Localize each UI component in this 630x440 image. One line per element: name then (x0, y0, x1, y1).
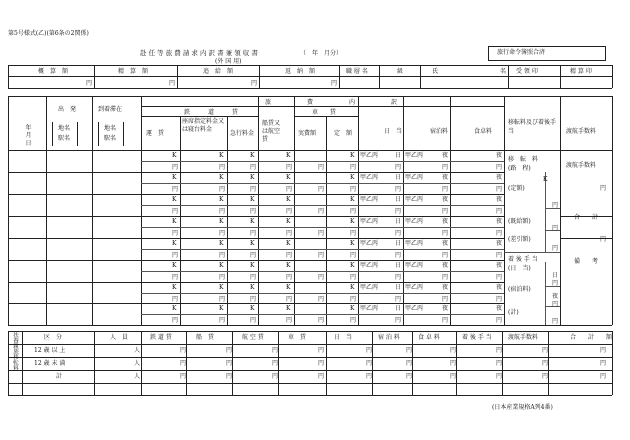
yen-mark: 円 (172, 164, 179, 171)
h-shi: 氏 (432, 68, 439, 75)
family-row-unit: 人 (134, 347, 141, 354)
footer-note: (日本産業規格A列4番) (492, 404, 553, 411)
yen-mark: 円 (172, 317, 179, 324)
yen-mark: 円 (442, 317, 449, 324)
family-yen: 円 (272, 347, 279, 354)
yen-mark: 円 (250, 317, 257, 324)
k-mark: K (250, 196, 255, 203)
k-mark: K (286, 218, 291, 225)
yen-mark: 円 (286, 208, 293, 215)
family-col-4: 航 空 賃 (242, 334, 264, 341)
night-mark: 夜 (442, 284, 449, 291)
h-gaisan: 概 算 額 (38, 68, 69, 75)
yen-mark: 円 (350, 208, 357, 215)
yen-mark: 円 (219, 164, 226, 171)
family-col-9: 着 後 手 当 (462, 334, 492, 341)
family-col-6: 日 当 (334, 334, 353, 341)
r-fixed: (定額) (508, 185, 525, 192)
family-yen: 円 (406, 347, 413, 354)
k-mark: K (250, 262, 255, 269)
k-mark: K (350, 305, 355, 312)
yen-mark: 円 (286, 252, 293, 259)
yen-mark: 円 (395, 317, 402, 324)
family-col-10: 渡航手数料 (508, 334, 539, 341)
r-ido: 移 転 料 (508, 156, 539, 163)
day-mark: 日 (395, 174, 402, 181)
r-yen-2: 円 (552, 225, 559, 232)
form-id: 第5号様式(乙)(第6条の2関係) (8, 30, 89, 37)
yen-mark: 円 (219, 296, 226, 303)
yen-mark: 円 (250, 296, 257, 303)
yen-mark: 円 (318, 186, 325, 193)
night-mark: 夜 (442, 305, 449, 312)
k-mark: K (350, 174, 355, 181)
h-fixed: 定 額 (334, 130, 353, 137)
yen-mark: 円 (219, 186, 226, 193)
family-yen: 円 (272, 360, 279, 367)
family-yen: 円 (450, 360, 457, 367)
family-col-7: 宿 泊 料 (378, 334, 400, 341)
h-car: 車 賃 (312, 109, 337, 116)
r-yen-1: 円 (552, 202, 559, 209)
family-col-0: 区 分 (44, 334, 63, 341)
yen-mark: 円 (496, 164, 503, 171)
h-tsuikyu: 追 給 額 (203, 68, 234, 75)
k-mark: K (350, 262, 355, 269)
yen-mark: 円 (442, 164, 449, 171)
yen-mark: 円 (318, 296, 325, 303)
r-yen-total: 円 (600, 236, 607, 243)
yen-mark: 円 (250, 274, 257, 281)
family-yen: 円 (600, 360, 607, 367)
night-mark: 夜 (496, 218, 503, 225)
yen-mark: 円 (350, 252, 357, 259)
k-mark: K (219, 196, 224, 203)
yen-mark: 円 (172, 208, 179, 215)
family-yen: 円 (496, 373, 503, 380)
k-mark: K (350, 284, 355, 291)
yen-mark: 円 (442, 296, 449, 303)
r-travel: 渡航手数料 (566, 162, 597, 169)
family-yen: 円 (180, 373, 187, 380)
yen-mark: 円 (172, 230, 179, 237)
yen-mark: 円 (442, 230, 449, 237)
yen-mark: 円 (350, 164, 357, 171)
h-fare: 運 賃 (146, 130, 165, 137)
k-mark: K (350, 240, 355, 247)
k-mark: K (286, 240, 291, 247)
night-mark: 夜 (496, 196, 503, 203)
yen-mark: 円 (395, 274, 402, 281)
h-ship-air: 船賃又は航空賃 (262, 120, 281, 143)
h-lodging: 宿泊料 (430, 128, 449, 135)
koukou-mark: 甲乙丙 (405, 305, 424, 312)
night-mark: 夜 (496, 262, 503, 269)
k-mark: K (250, 152, 255, 159)
yen-mark: 円 (286, 317, 293, 324)
night-mark: 夜 (496, 240, 503, 247)
koukou-mark: 甲乙丙 (405, 284, 424, 291)
koukou-mark: 甲乙丙 (360, 196, 379, 203)
koukou-mark: 甲乙丙 (405, 174, 424, 181)
family-row-label: 12 歳 以 上 (34, 347, 66, 354)
k-mark: K (219, 262, 224, 269)
k-mark: K (172, 284, 177, 291)
k-mark: K (172, 262, 177, 269)
h-juryo: 受 領 印 (516, 68, 538, 75)
family-yen: 円 (450, 347, 457, 354)
h-food: 食卓料 (474, 128, 493, 135)
family-yen: 円 (450, 373, 457, 380)
h-ryohi: 旅 費 内 訳 (265, 99, 398, 106)
family-row-unit: 人 (134, 373, 141, 380)
family-yen: 円 (406, 360, 413, 367)
family-yen: 円 (600, 347, 607, 354)
k-mark: K (350, 152, 355, 159)
r-chaku-l: (宿泊料) (508, 286, 531, 293)
yen-mark: 円 (318, 274, 325, 281)
family-yen: 円 (180, 360, 187, 367)
night-mark: 夜 (442, 196, 449, 203)
k-mark: K (219, 152, 224, 159)
yen-mark: 円 (172, 252, 179, 259)
yen-mark: 円 (250, 208, 257, 215)
yen-mark: 円 (442, 274, 449, 281)
k-mark: K (350, 196, 355, 203)
k-mark: K (286, 174, 291, 181)
yen-mark: 円 (286, 274, 293, 281)
yen-mark: 円 (442, 252, 449, 259)
k-mark: K (172, 305, 177, 312)
yen-mark: 円 (250, 230, 257, 237)
r-yen-5: 円 (552, 301, 559, 308)
h-travel-fee: 渡航手数料 (566, 128, 597, 135)
family-col-2: 鉄 道 賃 (150, 334, 172, 341)
h-daily: 日 当 (384, 128, 403, 135)
yen-mark: 円 (395, 208, 402, 215)
approval-label: 旅行命令簿照合済 (497, 49, 546, 56)
h-henno: 返 納 額 (285, 68, 316, 75)
family-yen: 円 (366, 360, 373, 367)
yen-mark: 円 (219, 230, 226, 237)
yen-mark: 円 (219, 208, 226, 215)
k-mark: K (172, 196, 177, 203)
h-railway: 鉄 道 賃 (184, 109, 239, 116)
k-mark: K (250, 174, 255, 181)
r-yen-travel: 円 (600, 185, 607, 192)
yen-mark: 円 (286, 296, 293, 303)
yen-sum-1: 円 (86, 80, 93, 87)
yen-sum-4: 円 (331, 80, 338, 87)
koukou-mark: 甲乙丙 (360, 174, 379, 181)
r-yen-6: 円 (552, 318, 559, 325)
day-mark: 日 (395, 152, 402, 159)
h-express: 急行料金 (230, 130, 255, 137)
h-arrive-place: 地名 (104, 125, 117, 132)
r-chaku: 着 後 手 当 (508, 256, 538, 263)
yen-mark: 円 (286, 186, 293, 193)
h-arrive: 到着滞在 (98, 106, 123, 113)
yen-mark: 円 (496, 274, 503, 281)
koukou-mark: 甲乙丙 (405, 218, 424, 225)
yen-mark: 円 (442, 186, 449, 193)
h-arrive-station: 駅名 (104, 135, 117, 142)
koukou-mark: 甲乙丙 (360, 240, 379, 247)
r-biko: 備 考 (574, 258, 599, 265)
h-kyu: 級 (397, 68, 404, 75)
h-seisan-in: 精 算 印 (570, 68, 592, 75)
family-yen: 円 (600, 373, 607, 380)
k-mark: K (172, 240, 177, 247)
k-mark: K (219, 284, 224, 291)
k-mark: K (286, 152, 291, 159)
r-sa: (差引額) (508, 236, 531, 243)
yen-mark: 円 (395, 186, 402, 193)
family-yen: 円 (496, 360, 503, 367)
family-side: 扶養親族移転料 (12, 332, 18, 371)
yen-mark: 円 (350, 317, 357, 324)
family-col-5: 車 賃 (288, 334, 307, 341)
koukou-mark: 甲乙丙 (360, 284, 379, 291)
family-yen: 円 (272, 373, 279, 380)
h-depart-station: 駅名 (58, 135, 71, 142)
yen-mark: 円 (219, 317, 226, 324)
day-mark: 日 (395, 305, 402, 312)
night-mark: 夜 (496, 284, 503, 291)
year-month: （ 年 月分） (300, 50, 343, 57)
night-mark: 夜 (442, 174, 449, 181)
yen-mark: 円 (286, 164, 293, 171)
family-yen: 円 (496, 347, 503, 354)
koukou-mark: 甲乙丙 (405, 152, 424, 159)
h-mei: 名 (500, 68, 507, 75)
family-row-label: 12 歳 未 満 (34, 360, 66, 367)
h-depart-place: 地名 (58, 125, 71, 132)
day-mark: 日 (395, 196, 402, 203)
koukou-mark: 甲乙丙 (405, 262, 424, 269)
night-mark: 夜 (496, 152, 503, 159)
k-mark: K (286, 196, 291, 203)
yen-mark: 円 (395, 252, 402, 259)
day-mark: 日 (395, 240, 402, 247)
yen-mark: 円 (172, 186, 179, 193)
night-mark: 夜 (496, 305, 503, 312)
family-yen: 円 (226, 360, 233, 367)
day-mark: 日 (395, 218, 402, 225)
k-mark: K (286, 262, 291, 269)
yen-mark: 円 (496, 296, 503, 303)
koukou-mark: 甲乙丙 (360, 218, 379, 225)
family-yen: 円 (180, 347, 187, 354)
r-ido-sub: (路 程) (508, 165, 531, 172)
r-day-unit: 日 (552, 272, 559, 279)
day-mark: 日 (395, 284, 402, 291)
yen-mark: 円 (395, 164, 402, 171)
r-ho: (既給額) (508, 218, 531, 225)
h-date: 年 月 日 (24, 124, 31, 146)
k-mark: K (250, 305, 255, 312)
yen-mark: 円 (350, 296, 357, 303)
r-chaku-d: (日 当) (508, 265, 531, 272)
family-yen: 円 (366, 373, 373, 380)
k-mark: K (219, 240, 224, 247)
family-yen: 円 (318, 373, 325, 380)
night-mark: 夜 (496, 174, 503, 181)
yen-mark: 円 (318, 317, 325, 324)
yen-mark: 円 (250, 252, 257, 259)
k-mark: K (172, 174, 177, 181)
night-mark: 夜 (442, 218, 449, 225)
yen-mark: 円 (318, 164, 325, 171)
family-yen: 円 (226, 373, 233, 380)
family-row-label: 計 (56, 373, 63, 380)
h-seat: 座席指定料金又は寝台料金 (182, 118, 225, 133)
yen-mark: 円 (496, 317, 503, 324)
k-mark: K (172, 218, 177, 225)
yen-mark: 円 (318, 252, 325, 259)
family-yen: 円 (542, 347, 549, 354)
yen-mark: 円 (395, 296, 402, 303)
r-k: K (543, 176, 548, 183)
yen-mark: 円 (172, 274, 179, 281)
k-mark: K (250, 240, 255, 247)
family-col-8: 食 卓 料 (418, 334, 440, 341)
yen-mark: 円 (172, 296, 179, 303)
k-mark: K (350, 218, 355, 225)
k-mark: K (172, 152, 177, 159)
koukou-mark: 甲乙丙 (405, 196, 424, 203)
family-col-11: 合 計 額 (570, 334, 613, 341)
yen-mark: 円 (219, 252, 226, 259)
yen-mark: 円 (496, 186, 503, 193)
k-mark: K (250, 284, 255, 291)
family-yen: 円 (318, 347, 325, 354)
koukou-mark: 甲乙丙 (360, 262, 379, 269)
yen-mark: 円 (286, 230, 293, 237)
koukou-mark: 甲乙丙 (360, 152, 379, 159)
form-subtitle: (外 国 用) (215, 58, 242, 65)
yen-mark: 円 (318, 230, 325, 237)
yen-mark: 円 (318, 208, 325, 215)
yen-mark: 円 (395, 230, 402, 237)
family-yen: 円 (542, 360, 549, 367)
k-mark: K (219, 305, 224, 312)
night-mark: 夜 (442, 262, 449, 269)
family-yen: 円 (318, 360, 325, 367)
h-shokuso: 職 層 名 (346, 68, 368, 75)
r-yen-4: 円 (552, 280, 559, 287)
yen-sum-2: 円 (169, 80, 176, 87)
yen-mark: 円 (496, 208, 503, 215)
yen-mark: 円 (496, 230, 503, 237)
koukou-mark: 甲乙丙 (360, 305, 379, 312)
h-actual: 実費額 (298, 130, 317, 137)
h-depart: 出 発 (58, 106, 77, 113)
yen-mark: 円 (250, 186, 257, 193)
r-kei: (計) (508, 309, 519, 316)
day-mark: 日 (395, 262, 402, 269)
k-mark: K (286, 284, 291, 291)
form-title: 赴 任 等 旅 費 請 求 内 訳 書 兼 領 収 書 (140, 49, 258, 57)
r-total: 合 計 (574, 214, 599, 221)
r-night-unit: 夜 (552, 293, 559, 300)
family-yen: 円 (406, 373, 413, 380)
h-seisan: 精 算 額 (118, 68, 149, 75)
family-yen: 円 (542, 373, 549, 380)
k-mark: K (219, 174, 224, 181)
yen-mark: 円 (350, 186, 357, 193)
family-col-3: 船 賃 (196, 334, 215, 341)
family-row-unit: 人 (134, 360, 141, 367)
yen-mark: 円 (350, 230, 357, 237)
k-mark: K (286, 305, 291, 312)
night-mark: 夜 (442, 152, 449, 159)
k-mark: K (219, 218, 224, 225)
koukou-mark: 甲乙丙 (405, 240, 424, 247)
yen-mark: 円 (442, 208, 449, 215)
family-yen: 円 (366, 347, 373, 354)
h-moving: 移転料及び着後手当 (508, 119, 557, 135)
yen-mark: 円 (496, 252, 503, 259)
family-col-1: 人 員 (110, 334, 129, 341)
yen-mark: 円 (350, 274, 357, 281)
yen-sum-3: 円 (251, 80, 258, 87)
family-yen: 円 (226, 347, 233, 354)
r-yen-3: 円 (552, 245, 559, 252)
night-mark: 夜 (442, 240, 449, 247)
yen-mark: 円 (219, 274, 226, 281)
k-mark: K (250, 218, 255, 225)
yen-mark: 円 (250, 164, 257, 171)
